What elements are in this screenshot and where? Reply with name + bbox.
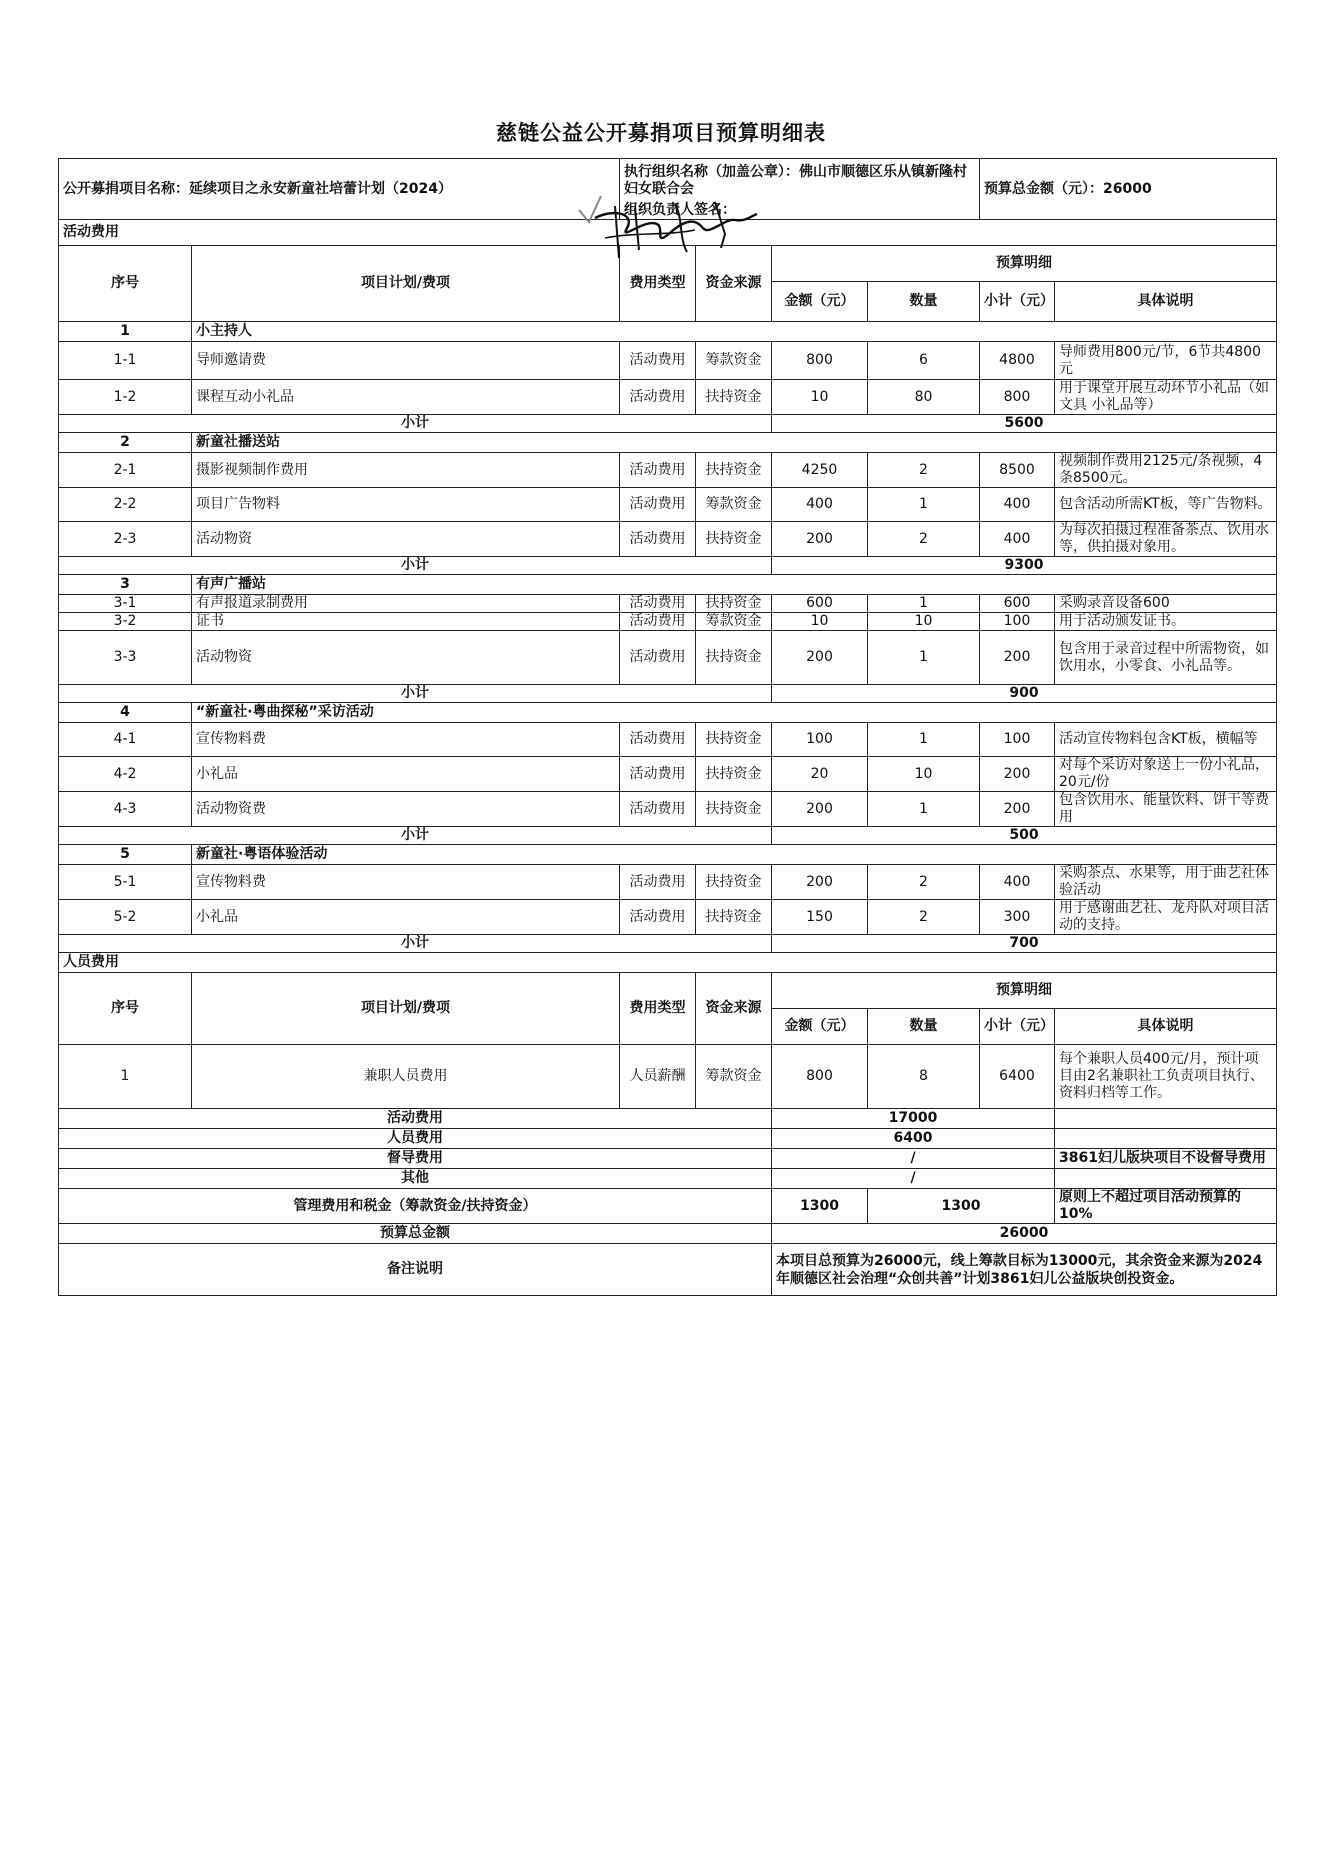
row-source: 筹款资金: [696, 488, 772, 522]
table-row: [59, 631, 1277, 685]
row-source: 扶持资金: [696, 595, 772, 613]
row-subtotal: 300: [980, 900, 1055, 935]
row-note: 包含饮用水、能量饮料、饼干等费用: [1055, 792, 1277, 827]
subtotal-label: 小计: [59, 557, 772, 575]
col-amount: 金额（元）: [772, 282, 868, 322]
row-amount: 200: [772, 865, 868, 900]
row-subtotal: 400: [980, 522, 1055, 557]
col-qty: 数量: [868, 282, 980, 322]
page-title: 慈链公益公开募捐项目预算明细表: [496, 121, 826, 145]
row-qty: 1: [868, 723, 980, 757]
row-qty: 2: [868, 522, 980, 557]
row-subtotal: 200: [980, 757, 1055, 792]
row-item: 小礼品: [192, 900, 620, 935]
group-header-row: [59, 575, 1277, 595]
remark-label: 备注说明: [59, 1244, 772, 1296]
budget-table: [58, 158, 1277, 1296]
row-amount: 150: [772, 900, 868, 935]
row-no: 3-2: [59, 613, 192, 631]
p-type: 人员薪酬: [620, 1045, 696, 1109]
org-name: 执行组织名称（加盖公章）：佛山市顺德区乐从镇新隆村妇女联合会: [624, 164, 967, 197]
row-subtotal: 200: [980, 792, 1055, 827]
col-item: 项目计划/费项: [192, 246, 620, 322]
row-item: 活动物资: [192, 631, 620, 685]
row-source: 筹款资金: [696, 342, 772, 380]
col-source: 资金来源: [696, 246, 772, 322]
row-source: 扶持资金: [696, 757, 772, 792]
row-subtotal: 400: [980, 488, 1055, 522]
row-type: 活动费用: [620, 900, 696, 935]
table-row: [59, 522, 1277, 557]
row-item: 活动物资: [192, 522, 620, 557]
row-no: 1-2: [59, 380, 192, 415]
row-amount: 200: [772, 522, 868, 557]
subtotal-value: 5600: [772, 415, 1277, 433]
row-no: 4-2: [59, 757, 192, 792]
subtotal-row: [59, 415, 1277, 433]
group-name: 新童社·粤语体验活动: [192, 845, 1277, 865]
row-type: 活动费用: [620, 631, 696, 685]
sum-supervision-value: /: [772, 1149, 1055, 1169]
row-subtotal: 400: [980, 865, 1055, 900]
table-row: [59, 613, 1277, 631]
row-amount: 100: [772, 723, 868, 757]
sum-other-label: 其他: [59, 1169, 772, 1189]
group-name: 有声广播站: [192, 575, 1277, 595]
sum-other-value: /: [772, 1169, 1055, 1189]
row-subtotal: 4800: [980, 342, 1055, 380]
sum-personnel-note: [1055, 1129, 1277, 1149]
row-qty: 1: [868, 595, 980, 613]
p-col-no: 序号: [59, 973, 192, 1045]
subtotal-label: 小计: [59, 415, 772, 433]
row-note: 用于活动颁发证书。: [1055, 613, 1277, 631]
subtotal-value: 700: [772, 935, 1277, 953]
row-type: 活动费用: [620, 453, 696, 488]
row-subtotal: 8500: [980, 453, 1055, 488]
row-note: 包含用于录音过程中所需物资，如饮用水，小零食、小礼品等。: [1055, 631, 1277, 685]
row-subtotal: 100: [980, 613, 1055, 631]
table-row: [59, 453, 1277, 488]
row-type: 活动费用: [620, 522, 696, 557]
col-no: 序号: [59, 246, 192, 322]
row-no: 5-1: [59, 865, 192, 900]
table-row: [59, 865, 1277, 900]
sum-mgmt-fund: 1300: [772, 1189, 868, 1224]
p-col-amount: 金额（元）: [772, 1009, 868, 1045]
row-type: 活动费用: [620, 595, 696, 613]
row-amount: 600: [772, 595, 868, 613]
subtotal-value: 500: [772, 827, 1277, 845]
sum-supervision-label: 督导费用: [59, 1149, 772, 1169]
row-note: 视频制作费用2125元/条视频，4条8500元。: [1055, 453, 1277, 488]
group-header-row: [59, 703, 1277, 723]
row-item: 项目广告物料: [192, 488, 620, 522]
table-row: [59, 900, 1277, 935]
row-source: 扶持资金: [696, 631, 772, 685]
leader-label: 组织负责人签名：: [624, 202, 736, 218]
row-note: 包含活动所需KT板，等广告物料。: [1055, 488, 1277, 522]
table-row: [59, 342, 1277, 380]
row-qty: 1: [868, 631, 980, 685]
p-col-qty: 数量: [868, 1009, 980, 1045]
signature: [575, 188, 765, 268]
row-source: 扶持资金: [696, 792, 772, 827]
row-qty: 10: [868, 613, 980, 631]
row-item: 摄影视频制作费用: [192, 453, 620, 488]
sum-activity-label: 活动费用: [59, 1109, 772, 1129]
col-type: 费用类型: [620, 246, 696, 322]
p-col-detail: 预算明细: [772, 973, 1277, 1009]
row-note: 用于感谢曲艺社、龙舟队对项目活动的支持。: [1055, 900, 1277, 935]
row-amount: 20: [772, 757, 868, 792]
row-type: 活动费用: [620, 342, 696, 380]
row-source: 扶持资金: [696, 900, 772, 935]
sum-mgmt-note: 原则上不超过项目活动预算的10%: [1055, 1189, 1277, 1224]
row-qty: 1: [868, 488, 980, 522]
p-col-item: 项目计划/费项: [192, 973, 620, 1045]
row-item: 小礼品: [192, 757, 620, 792]
table-row: [59, 488, 1277, 522]
row-amount: 400: [772, 488, 868, 522]
p-item: 兼职人员费用: [192, 1045, 620, 1109]
subtotal-row: [59, 827, 1277, 845]
sum-mgmt-support: 1300: [868, 1189, 1055, 1224]
activity-section-title: 活动费用: [59, 220, 1277, 246]
row-subtotal: 600: [980, 595, 1055, 613]
sum-personnel-label: 人员费用: [59, 1129, 772, 1149]
row-qty: 2: [868, 865, 980, 900]
p-subtotal: 6400: [980, 1045, 1055, 1109]
subtotal-value: 9300: [772, 557, 1277, 575]
col-note: 具体说明: [1055, 282, 1277, 322]
subtotal-row: [59, 557, 1277, 575]
group-no: 5: [59, 845, 192, 865]
row-type: 活动费用: [620, 613, 696, 631]
group-name: 新童社播送站: [192, 433, 1277, 453]
row-item: 活动物资费: [192, 792, 620, 827]
row-type: 活动费用: [620, 865, 696, 900]
personnel-row: [59, 1045, 1277, 1109]
sum-total-label: 预算总金额: [59, 1224, 772, 1244]
row-amount: 10: [772, 380, 868, 415]
sum-supervision-note: 3861妇儿版块项目不设督导费用: [1055, 1149, 1277, 1169]
row-qty: 1: [868, 792, 980, 827]
group-header-row: [59, 845, 1277, 865]
row-subtotal: 200: [980, 631, 1055, 685]
p-col-source: 资金来源: [696, 973, 772, 1045]
row-amount: 200: [772, 792, 868, 827]
row-amount: 10: [772, 613, 868, 631]
row-subtotal: 100: [980, 723, 1055, 757]
personnel-section-title: 人员费用: [59, 953, 1277, 973]
row-no: 1-1: [59, 342, 192, 380]
row-amount: 4250: [772, 453, 868, 488]
sum-activity-value: 17000: [772, 1109, 1055, 1129]
table-row: [59, 792, 1277, 827]
row-source: 扶持资金: [696, 453, 772, 488]
remark-text: 本项目总预算为26000元，线上筹款目标为13000元，其余资金来源为2024年顺德区社会治理“众创共善”计划3861妇儿公益版块创投资金。: [772, 1244, 1277, 1296]
row-no: 2-2: [59, 488, 192, 522]
row-note: 为每次拍摄过程准备茶点、饮用水等，供拍摄对象用。: [1055, 522, 1277, 557]
row-note: 对每个采访对象送上一份小礼品，20元/份: [1055, 757, 1277, 792]
row-no: 4-1: [59, 723, 192, 757]
sum-activity-note: [1055, 1109, 1277, 1129]
group-no: 4: [59, 703, 192, 723]
p-col-subtotal: 小计（元）: [980, 1009, 1055, 1045]
row-note: 采购茶点、水果等，用于曲艺社体验活动: [1055, 865, 1277, 900]
p-col-type: 费用类型: [620, 973, 696, 1045]
table-row: [59, 380, 1277, 415]
table-row: [59, 757, 1277, 792]
row-type: 活动费用: [620, 488, 696, 522]
row-note: 采购录音设备600: [1055, 595, 1277, 613]
row-item: 课程互动小礼品: [192, 380, 620, 415]
table-row: [59, 595, 1277, 613]
row-amount: 800: [772, 342, 868, 380]
sum-total-value: 26000: [772, 1224, 1277, 1244]
row-item: 有声报道录制费用: [192, 595, 620, 613]
row-note: 导师费用800元/节，6节共4800元: [1055, 342, 1277, 380]
row-source: 扶持资金: [696, 865, 772, 900]
p-col-note: 具体说明: [1055, 1009, 1277, 1045]
row-subtotal: 800: [980, 380, 1055, 415]
table-row: [59, 723, 1277, 757]
row-source: 扶持资金: [696, 380, 772, 415]
row-qty: 10: [868, 757, 980, 792]
row-amount: 200: [772, 631, 868, 685]
row-item: 证书: [192, 613, 620, 631]
row-source: 扶持资金: [696, 522, 772, 557]
subtotal-value: 900: [772, 685, 1277, 703]
p-no: 1: [59, 1045, 192, 1109]
group-header-row: [59, 322, 1277, 342]
row-type: 活动费用: [620, 380, 696, 415]
row-type: 活动费用: [620, 757, 696, 792]
row-no: 2-3: [59, 522, 192, 557]
sum-mgmt-label: 管理费用和税金（筹款资金/扶持资金）: [59, 1189, 772, 1224]
group-header-row: [59, 433, 1277, 453]
row-type: 活动费用: [620, 792, 696, 827]
group-name: “新童社·粤曲探秘”采访活动: [192, 703, 1277, 723]
p-source: 筹款资金: [696, 1045, 772, 1109]
sum-personnel-value: 6400: [772, 1129, 1055, 1149]
total-amount-cell: 预算总金额（元）：26000: [980, 159, 1277, 220]
group-no: 3: [59, 575, 192, 595]
row-qty: 2: [868, 900, 980, 935]
row-no: 3-3: [59, 631, 192, 685]
project-name-cell: 公开募捐项目名称：延续项目之永安新童社培蕾计划（2024）: [59, 159, 620, 220]
group-name: 小主持人: [192, 322, 1277, 342]
group-no: 1: [59, 322, 192, 342]
row-no: 5-2: [59, 900, 192, 935]
subtotal-label: 小计: [59, 827, 772, 845]
row-note: 用于课堂开展互动环节小礼品（如文具 小礼品等）: [1055, 380, 1277, 415]
row-no: 4-3: [59, 792, 192, 827]
col-detail: 预算明细: [772, 246, 1277, 282]
row-note: 活动宣传物料包含KT板，横幅等: [1055, 723, 1277, 757]
row-qty: 6: [868, 342, 980, 380]
row-item: 导师邀请费: [192, 342, 620, 380]
row-qty: 2: [868, 453, 980, 488]
subtotal-label: 小计: [59, 685, 772, 703]
p-note: 每个兼职人员400元/月，预计项目由2名兼职社工负责项目执行、资料归档等工作。: [1055, 1045, 1277, 1109]
sum-other-note: [1055, 1169, 1277, 1189]
row-item: 宣传物料费: [192, 723, 620, 757]
col-subtotal: 小计（元）: [980, 282, 1055, 322]
row-no: 3-1: [59, 595, 192, 613]
subtotal-row: [59, 935, 1277, 953]
p-amount: 800: [772, 1045, 868, 1109]
row-type: 活动费用: [620, 723, 696, 757]
row-no: 2-1: [59, 453, 192, 488]
subtotal-row: [59, 685, 1277, 703]
p-qty: 8: [868, 1045, 980, 1109]
row-item: 宣传物料费: [192, 865, 620, 900]
budget-sheet: [58, 158, 1276, 1296]
group-no: 2: [59, 433, 192, 453]
row-qty: 80: [868, 380, 980, 415]
row-source: 筹款资金: [696, 613, 772, 631]
subtotal-label: 小计: [59, 935, 772, 953]
row-source: 扶持资金: [696, 723, 772, 757]
